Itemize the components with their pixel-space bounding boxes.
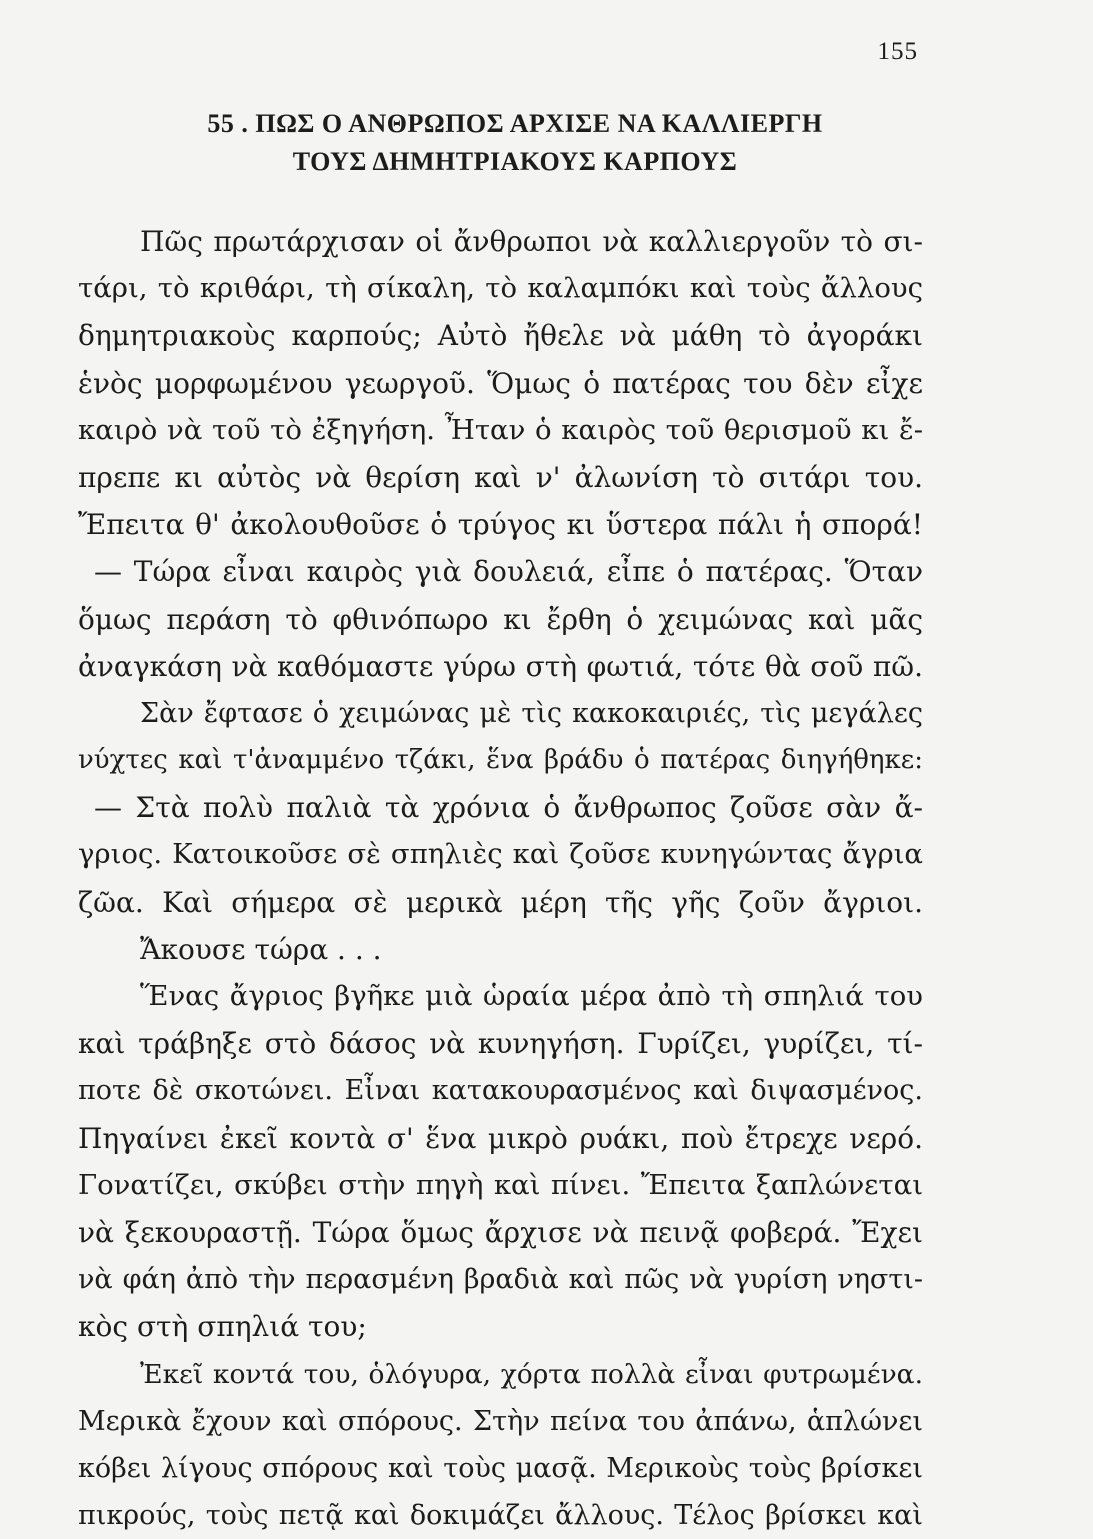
heading-line-1: 55 . ΠΩΣ Ο ΑΝΘΡΩΠΟΣ ΑΡΧΙΣΕ ΝΑ ΚΑΛΛΙΕΡΓΗ (207, 109, 823, 138)
text-line: Σὰν ἔφτασε ὁ χειμώνας μὲ τὶς κακοκαιριές, τὶς μεγάλες (140, 697, 923, 729)
text-line: ζῶα. Καὶ σήμερα σὲ μερικὰ μέρη τῆς γῆς ζοῦν ἄγριοι. (78, 885, 923, 919)
text-line: κόβει λίγους σπόρους καὶ τοὺς μασᾷ. Μερικοὺς τοὺς βρίσκει (78, 1452, 923, 1484)
text-line: Ἄκουσε τώρα . . . (140, 932, 382, 966)
text-line: καὶ τράβηξε στὸ δάσος νὰ κυνηγήση. Γυρίζει, γυρίζει, τί- (78, 1027, 923, 1061)
body-text (78, 218, 923, 1539)
text-line: ἀναγκάση νὰ καθόμαστε γύρω στὴ φωτιά, τότε θὰ σοῦ πῶ. (78, 649, 923, 683)
heading-line-2: ΤΟΥΣ ΔΗΜΗΤΡΙΑΚΟΥΣ ΚΑΡΠΟΥΣ (292, 147, 738, 176)
text-line: γριος. Κατοικοῦσε σὲ σπηλιὲς καὶ ζοῦσε κυνηγώντας ἄγρια (78, 838, 923, 871)
chapter-heading (90, 105, 940, 181)
text-line: Ἕνας ἄγριος βγῆκε μιὰ ὡραία μέρα ἀπὸ τὴ σπηλιά του (140, 980, 923, 1012)
text-line: πρεπε κι αὐτὸς νὰ θερίση καὶ ν' ἀλωνίση τὸ σιτάρι του. (78, 460, 923, 494)
text-line: τάρι, τὸ κριθάρι, τὴ σίκαλη, τὸ καλαμπόκι καὶ τοὺς ἄλλους (78, 272, 923, 305)
text-line: κὸς στὴ σπηλιά του; (78, 1310, 367, 1344)
text-line: Ἔπειτα θ' ἀκολουθοῦσε ὁ τρύγος κι ὕστερα πάλι ἡ σπορά! (78, 508, 923, 542)
text-line: Γονατίζει, σκύβει στὴν πηγὴ καὶ πίνει. Ἔπειτα ξαπλώνεται (78, 1168, 923, 1201)
text-line: — Τώρα εἶναι καιρὸς γιὰ δουλειά, εἶπε ὁ πατέρας. Ὅταν (94, 555, 923, 589)
text-line: ἑνὸς μορφωμένου γεωργοῦ. Ὅμως ὁ πατέρας του δὲν εἶχε (78, 366, 923, 400)
text-line: νύχτες καὶ τ'ἀναμμένο τζάκι, ἕνα βράδυ ὁ πατέρας διηγήθηκε: (78, 745, 923, 776)
text-line: Μερικὰ ἔχουν καὶ σπόρους. Στὴν πείνα του ἀπάνω, ἁπλώνει (78, 1405, 923, 1437)
text-line: — Στὰ πολὺ παλιὰ τὰ χρόνια ὁ ἄνθρωπος ζοῦσε σὰν ἄ- (94, 791, 923, 825)
text-line: νὰ ξεκουραστῇ. Τώρα ὅμως ἄρχισε νὰ πεινᾷ φοβερά. Ἔχει (78, 1215, 923, 1249)
text-line: νὰ φάη ἀπὸ τὴν περασμένη βραδιὰ καὶ πῶς νὰ γυρίση νηστι- (78, 1264, 923, 1296)
text-line: δημητριακοὺς καρπούς; Αὐτὸ ἤθελε νὰ μάθη τὸ ἀγοράκι (78, 319, 923, 353)
text-line: Ἐκεῖ κοντά του, ὁλόγυρα, χόρτα πολλὰ εἶναι φυτρωμένα. (140, 1358, 923, 1390)
text-line: Πηγαίνει ἐκεῖ κοντὰ σ' ἕνα μικρὸ ρυάκι, ποὺ ἔτρεχε νερό. (78, 1121, 923, 1155)
text-line: καιρὸ νὰ τοῦ τὸ ἐξηγήση. Ἦταν ὁ καιρὸς τοῦ θερισμοῦ κι ἔ- (78, 413, 923, 446)
text-line: ὅμως περάση τὸ φθινόπωρο κι ἔρθη ὁ χειμώνας καὶ μᾶς (78, 602, 923, 636)
text-line: ποτε δὲ σκοτώνει. Εἶναι κατακουρασμένος καὶ διψασμένος. (78, 1075, 923, 1107)
page-number: 155 (877, 38, 918, 65)
text-line: Πῶς πρωτάρχισαν οἱ ἄνθρωποι νὰ καλλιεργοῦν τὸ σι- (140, 225, 923, 258)
text-line: πικρούς, τοὺς πετᾷ καὶ δοκιμάζει ἄλλους. Τέλος βρίσκει καὶ (78, 1500, 923, 1532)
